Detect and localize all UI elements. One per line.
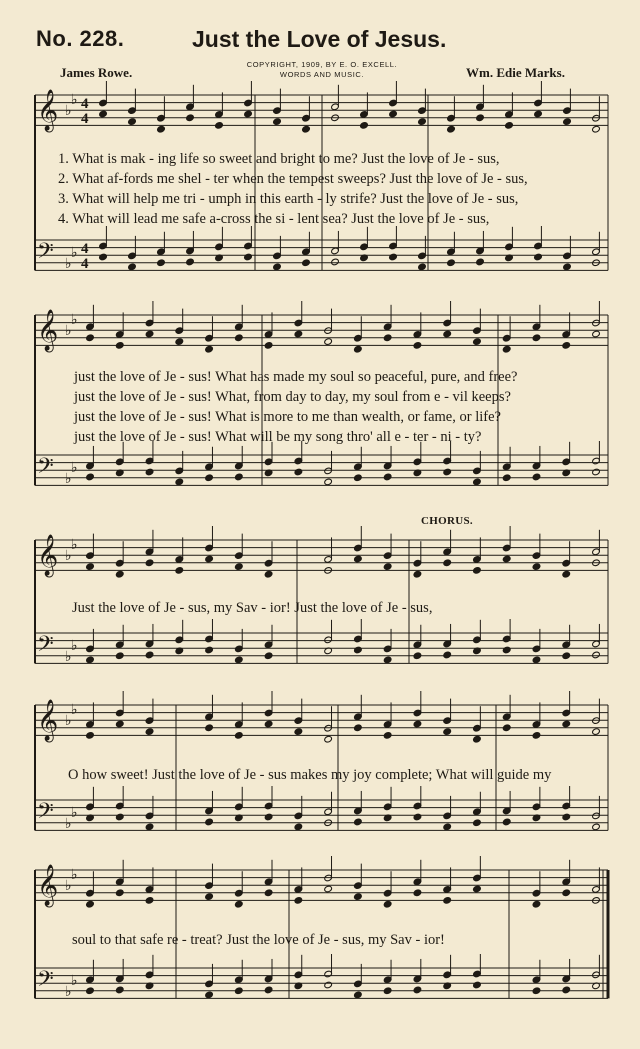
note-head: [264, 652, 273, 660]
bass-clef: 𝄢: [37, 239, 54, 269]
note-head: [532, 656, 541, 664]
note-head: [502, 345, 511, 353]
note-head: [502, 724, 511, 732]
note-head: [473, 981, 482, 989]
time-signature: 4: [81, 256, 89, 272]
note-head: [86, 656, 95, 664]
note-head: [264, 720, 273, 728]
lyric-line: just the love of Je - sus! What has made my soul so peaceful, pure, and free?: [74, 369, 518, 385]
note-head: [115, 813, 124, 821]
note-head: [205, 893, 214, 901]
note-head: [324, 981, 333, 989]
note-head: [331, 258, 340, 266]
note-head: [413, 570, 422, 578]
note-head: [383, 900, 392, 908]
time-signature: 4: [81, 111, 89, 127]
copyright-line: COPYRIGHT, 1909, BY E. O. EXCELL.: [246, 60, 398, 69]
note-head: [205, 474, 214, 482]
note-head: [532, 334, 541, 342]
note-head: [115, 652, 124, 660]
lyric-line: O how sweet! Just the love of Je - sus makes my joy complete; What will guide my: [68, 767, 552, 783]
lyric-line: just the love of Je - sus! What will be my song thro' all e - ter - ni - ty?: [74, 429, 482, 445]
note-head: [324, 478, 333, 486]
note-head: [443, 897, 452, 905]
lyric-line: just the love of Je - sus! What is more to me than wealth, or fame, or life?: [74, 409, 501, 425]
flat-sign: ♭: [71, 973, 78, 989]
note-head: [447, 125, 456, 133]
note-head: [273, 263, 282, 271]
note-head: [354, 991, 363, 999]
note-head: [128, 118, 137, 126]
time-signature: 4: [81, 241, 89, 257]
note-head: [383, 732, 392, 740]
note-head: [324, 885, 333, 893]
note-head: [99, 110, 108, 118]
note-head: [389, 110, 398, 118]
note-head: [562, 652, 571, 660]
note-head: [86, 987, 95, 995]
note-head: [175, 567, 184, 575]
note-head: [264, 342, 273, 350]
treble-clef: 𝄞: [37, 700, 59, 741]
note-head: [413, 652, 422, 660]
note-head: [562, 342, 571, 350]
note-head: [532, 473, 541, 481]
note-head: [354, 474, 363, 482]
flat-sign: ♭: [71, 702, 78, 718]
note-head: [294, 897, 303, 905]
note-head: [244, 110, 253, 118]
note-head: [383, 987, 392, 995]
note-head: [502, 555, 511, 563]
note-head: [186, 258, 195, 266]
note-head: [115, 342, 124, 350]
note-head: [443, 330, 452, 338]
time-signature: 4: [81, 96, 89, 112]
note-head: [157, 259, 166, 267]
note-head: [383, 656, 392, 664]
hymn-title: Just the Love of Jesus.: [192, 26, 447, 52]
flat-sign: ♭: [65, 548, 72, 564]
note-head: [205, 991, 214, 999]
note-head: [86, 732, 95, 740]
copyright-subline: WORDS AND MUSIC.: [279, 70, 365, 79]
note-head: [473, 338, 482, 346]
note-head: [413, 986, 422, 994]
note-head: [264, 986, 273, 994]
note-head: [562, 720, 571, 728]
note-head: [205, 818, 214, 826]
note-head: [562, 889, 571, 897]
bass-clef: 𝄢: [37, 632, 54, 662]
note-head: [234, 334, 243, 342]
note-head: [476, 114, 485, 122]
note-head: [264, 570, 273, 578]
flat-sign: ♭: [65, 649, 72, 665]
note-head: [443, 823, 452, 831]
note-head: [413, 720, 422, 728]
note-head: [413, 889, 422, 897]
flat-sign: ♭: [71, 537, 78, 553]
note-head: [443, 559, 452, 567]
note-head: [145, 823, 154, 831]
flat-sign: ♭: [65, 103, 72, 119]
note-head: [413, 813, 422, 821]
note-head: [534, 110, 543, 118]
note-head: [532, 900, 541, 908]
note-head: [443, 728, 452, 736]
note-head: [205, 555, 214, 563]
note-head: [115, 986, 124, 994]
note-head: [383, 563, 392, 571]
note-head: [145, 897, 154, 905]
note-head: [273, 118, 282, 126]
flat-sign: ♭: [71, 312, 78, 328]
note-head: [532, 732, 541, 740]
note-head: [447, 259, 456, 267]
note-head: [418, 263, 427, 271]
note-head: [115, 889, 124, 897]
note-head: [264, 889, 273, 897]
note-head: [562, 813, 571, 821]
hymn-number: No. 228.: [36, 26, 125, 51]
note-head: [563, 263, 572, 271]
note-head: [354, 818, 363, 826]
note-head: [205, 345, 214, 353]
note-head: [473, 885, 482, 893]
note-head: [534, 253, 543, 261]
note-head: [532, 987, 541, 995]
flat-sign: ♭: [71, 245, 78, 261]
note-head: [443, 468, 452, 476]
note-head: [215, 122, 224, 130]
note-head: [145, 468, 154, 476]
note-head: [205, 724, 214, 732]
flat-sign: ♭: [65, 816, 72, 832]
note-head: [294, 823, 303, 831]
note-head: [186, 114, 195, 122]
note-head: [592, 823, 601, 831]
note-head: [389, 253, 398, 261]
note-head: [244, 253, 253, 261]
lyric-line: 1. What is mak - ing life so sweet and bright to me? Just the love of Je - sus,: [58, 151, 500, 167]
treble-clef: 𝄞: [37, 865, 59, 906]
composer-credit: Wm. Edie Marks.: [466, 65, 565, 80]
note-head: [302, 125, 311, 133]
flat-sign: ♭: [65, 713, 72, 729]
note-head: [324, 735, 333, 743]
note-head: [234, 656, 243, 664]
note-head: [234, 473, 243, 481]
note-head: [592, 468, 601, 476]
treble-clef: 𝄞: [37, 310, 59, 351]
note-head: [145, 651, 154, 659]
flat-sign: ♭: [71, 638, 78, 654]
note-head: [234, 900, 243, 908]
note-head: [145, 330, 154, 338]
note-head: [592, 728, 601, 736]
note-head: [354, 555, 363, 563]
note-head: [505, 122, 514, 130]
flat-sign: ♭: [71, 867, 78, 883]
note-head: [145, 559, 154, 567]
note-head: [443, 651, 452, 659]
bass-clef: 𝄢: [37, 454, 54, 484]
note-head: [592, 651, 601, 659]
note-head: [473, 567, 482, 575]
note-head: [354, 893, 363, 901]
flat-sign: ♭: [65, 878, 72, 894]
note-head: [264, 813, 273, 821]
lyric-line: just the love of Je - sus! What, from day to day, my soul from e - vil keeps?: [74, 389, 511, 405]
note-head: [157, 125, 166, 133]
lyricist-credit: James Rowe.: [60, 65, 133, 80]
lyric-line: 4. What will lead me safe a-cross the si - lent sea? Just the love of Je - sus,: [58, 211, 490, 227]
bass-clef: 𝄢: [37, 799, 54, 829]
note-head: [205, 646, 214, 654]
note-head: [234, 732, 243, 740]
flat-sign: ♭: [71, 92, 78, 108]
note-head: [302, 259, 311, 267]
note-head: [99, 253, 108, 261]
note-head: [562, 570, 571, 578]
note-head: [115, 720, 124, 728]
note-head: [502, 474, 511, 482]
note-head: [354, 345, 363, 353]
flat-sign: ♭: [65, 323, 72, 339]
note-head: [86, 900, 95, 908]
note-head: [476, 258, 485, 266]
treble-clef: 𝄞: [37, 90, 59, 131]
note-head: [592, 330, 601, 338]
note-head: [234, 987, 243, 995]
chorus-label: CHORUS.: [421, 515, 473, 527]
note-head: [383, 473, 392, 481]
note-head: [562, 986, 571, 994]
flat-sign: ♭: [71, 805, 78, 821]
lyric-line: soul to that safe re - treat? Just the love of Je - sus, my Sav - ior!: [72, 932, 445, 948]
note-head: [294, 728, 303, 736]
note-head: [360, 122, 369, 130]
lyric-line: 3. What will help me tri - umph in this earth - ly strife? Just the love of Je - sus,: [58, 191, 519, 207]
note-head: [86, 334, 95, 342]
note-head: [502, 818, 511, 826]
flat-sign: ♭: [65, 256, 72, 272]
note-head: [563, 118, 572, 126]
note-head: [128, 263, 137, 271]
note-head: [413, 342, 422, 350]
note-head: [175, 478, 184, 486]
note-head: [175, 338, 184, 346]
note-head: [145, 728, 154, 736]
note-head: [86, 473, 95, 481]
note-head: [86, 563, 95, 571]
note-head: [473, 819, 482, 827]
lyric-line: 2. What af-fords me shel - ter when the tempest sweeps? Just the love of Je - sus,: [58, 171, 528, 187]
note-head: [294, 468, 303, 476]
note-head: [383, 334, 392, 342]
note-head: [532, 563, 541, 571]
flat-sign: ♭: [65, 984, 72, 1000]
note-head: [502, 646, 511, 654]
lyric-line: Just the love of Je - sus, my Sav - ior! Just the love of Je - sus,: [72, 600, 433, 616]
note-head: [473, 478, 482, 486]
flat-sign: ♭: [71, 460, 78, 476]
treble-clef: 𝄞: [37, 535, 59, 576]
note-head: [592, 125, 601, 133]
note-head: [115, 570, 124, 578]
note-head: [418, 118, 427, 126]
flat-sign: ♭: [65, 471, 72, 487]
note-head: [354, 724, 363, 732]
note-head: [234, 563, 243, 571]
note-head: [294, 330, 303, 338]
bass-clef: 𝄢: [37, 967, 54, 997]
note-head: [354, 646, 363, 654]
note-head: [324, 338, 333, 346]
note-head: [473, 735, 482, 743]
